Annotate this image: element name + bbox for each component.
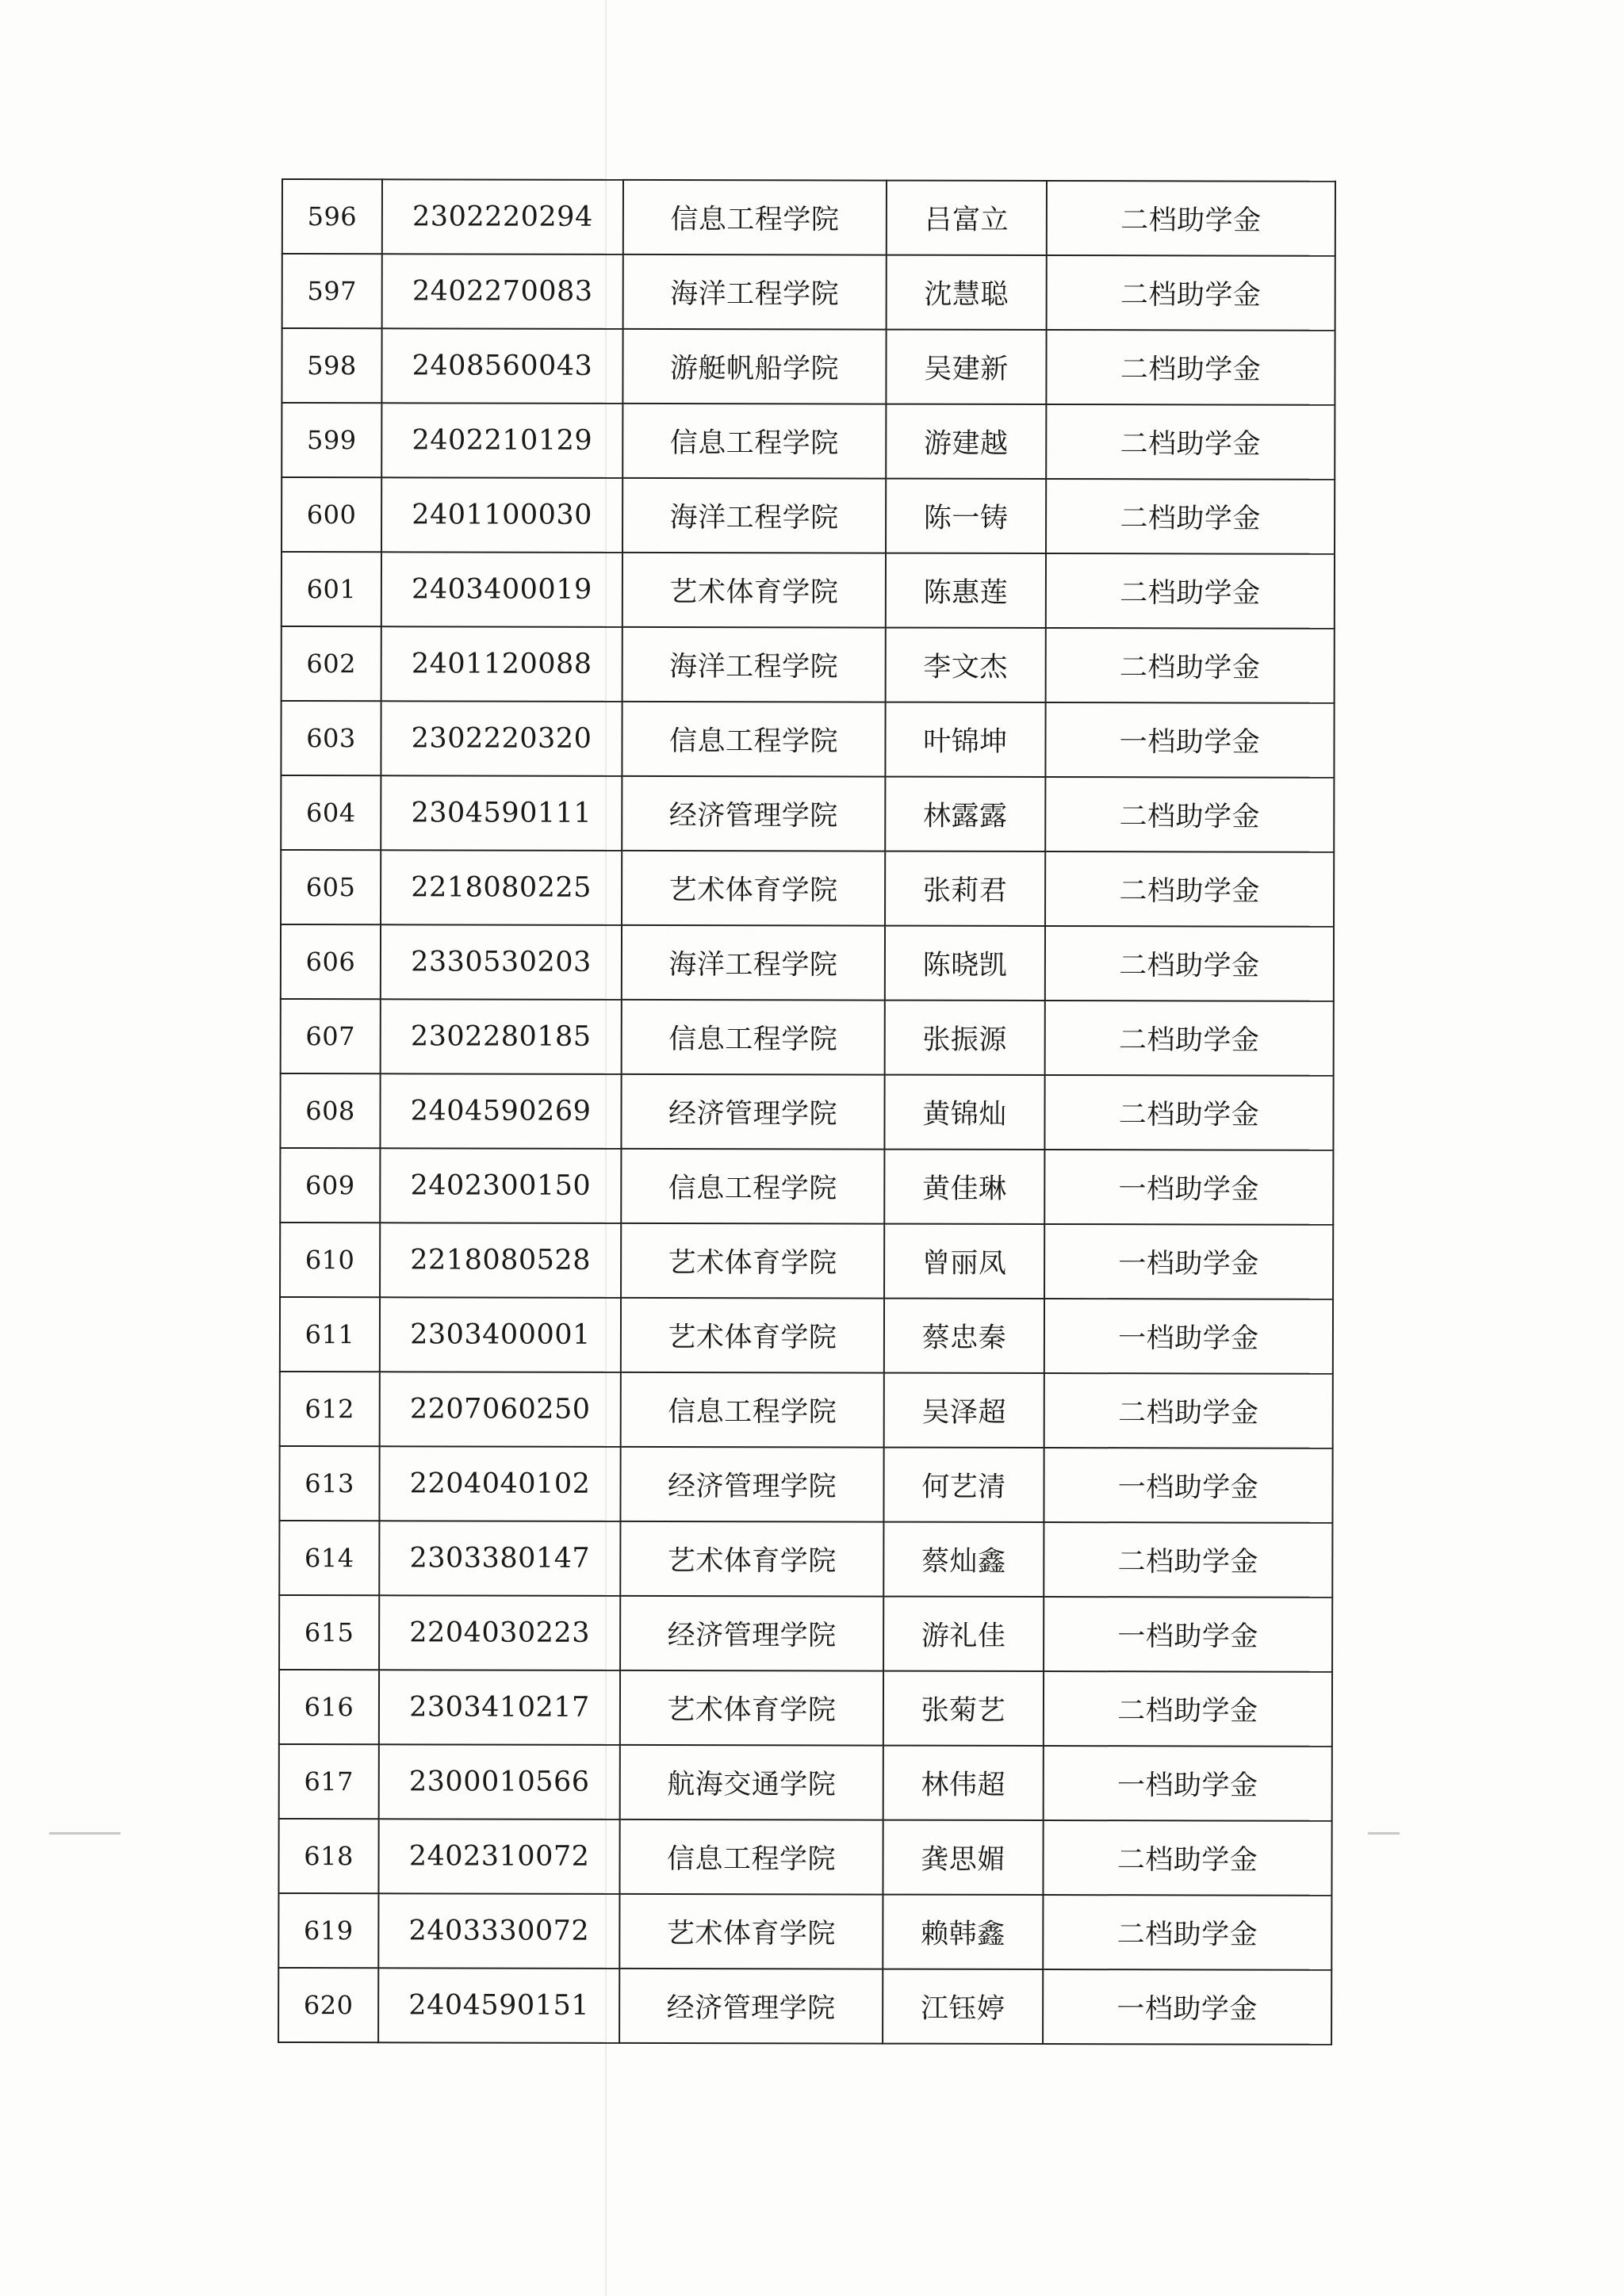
grant-level-cell: 一档助学金 [1044, 1299, 1333, 1374]
row-number-cell: 608 [280, 1073, 380, 1148]
row-number-cell: 599 [282, 403, 381, 477]
student-name-cell: 林伟超 [883, 1746, 1044, 1820]
college-cell: 经济管理学院 [622, 776, 885, 851]
student-id-cell: 2403400019 [381, 552, 622, 627]
student-name-cell: 陈惠莲 [886, 553, 1046, 628]
college-cell: 信息工程学院 [621, 1149, 884, 1224]
college-cell: 信息工程学院 [622, 702, 885, 777]
student-name-cell: 蔡忠秦 [884, 1299, 1044, 1373]
grant-level-cell: 二档助学金 [1043, 1895, 1331, 1970]
table-row [278, 1819, 1331, 1896]
grant-level-cell: 二档助学金 [1044, 1373, 1333, 1448]
row-number-cell: 605 [281, 850, 381, 924]
row-number-cell: 613 [279, 1446, 379, 1521]
student-id-cell: 2300010566 [379, 1744, 620, 1820]
row-number-cell: 600 [282, 477, 381, 552]
table-row [280, 1297, 1333, 1374]
grant-level-cell: 一档助学金 [1044, 1597, 1332, 1672]
college-cell: 航海交通学院 [620, 1745, 883, 1820]
table-row [281, 924, 1334, 1001]
student-name-cell: 叶锦坤 [885, 702, 1045, 777]
table-row [278, 1893, 1331, 1970]
student-name-cell: 张振源 [885, 1001, 1045, 1075]
student-id-cell: 2404590151 [378, 1968, 619, 2043]
student-name-cell: 张菊艺 [883, 1671, 1044, 1746]
table-row [282, 477, 1335, 554]
row-number-cell: 619 [278, 1893, 378, 1968]
college-cell: 海洋工程学院 [622, 478, 886, 553]
grant-level-cell: 二档助学金 [1045, 851, 1334, 927]
grant-level-cell: 二档助学金 [1046, 479, 1335, 554]
row-number-cell: 606 [281, 924, 381, 999]
table-row [280, 1148, 1333, 1225]
college-cell: 海洋工程学院 [622, 627, 886, 702]
table-row [282, 179, 1335, 256]
student-name-cell: 黄锦灿 [884, 1075, 1044, 1150]
row-number-cell: 597 [282, 254, 382, 328]
scan-mark-right [1368, 1832, 1400, 1835]
scholarship-roster-table [278, 178, 1336, 2045]
student-id-cell: 2402300150 [380, 1148, 621, 1223]
grant-level-cell: 二档助学金 [1044, 1671, 1332, 1747]
table-row [279, 1446, 1332, 1523]
college-cell: 经济管理学院 [620, 1596, 883, 1671]
grant-level-cell: 一档助学金 [1044, 1224, 1333, 1299]
row-number-cell: 610 [280, 1223, 380, 1297]
college-cell: 信息工程学院 [623, 180, 887, 255]
student-id-cell: 2402310072 [378, 1819, 619, 1894]
table-row [282, 552, 1335, 629]
student-name-cell: 陈晓凯 [885, 926, 1045, 1001]
student-name-cell: 赖韩鑫 [883, 1895, 1043, 1969]
table-row [282, 626, 1335, 703]
college-cell: 经济管理学院 [619, 1969, 883, 2044]
college-cell: 艺术体育学院 [620, 1521, 883, 1597]
table-row [281, 850, 1334, 927]
row-number-cell: 617 [279, 1744, 379, 1819]
row-number-cell: 601 [282, 552, 381, 626]
college-cell: 海洋工程学院 [622, 925, 885, 1001]
row-number-cell: 611 [280, 1297, 380, 1372]
student-id-cell: 2218080225 [381, 850, 622, 925]
student-name-cell: 林露露 [885, 777, 1045, 851]
college-cell: 艺术体育学院 [622, 553, 886, 628]
grant-level-cell: 二档助学金 [1044, 1522, 1332, 1598]
student-id-cell: 2218080528 [380, 1223, 621, 1298]
student-id-cell: 2404590269 [380, 1073, 621, 1149]
table-row [281, 701, 1334, 778]
student-id-cell: 2303400001 [380, 1297, 621, 1372]
grant-level-cell: 一档助学金 [1044, 1448, 1332, 1523]
row-number-cell: 609 [280, 1148, 380, 1223]
grant-level-cell: 二档助学金 [1043, 1820, 1331, 1896]
grant-level-cell: 二档助学金 [1046, 330, 1335, 405]
row-number-cell: 604 [281, 775, 381, 850]
row-number-cell: 602 [282, 626, 381, 701]
grant-level-cell: 二档助学金 [1045, 926, 1334, 1001]
row-number-cell: 596 [282, 179, 382, 254]
table-row [281, 775, 1334, 852]
student-id-cell: 2303410217 [379, 1670, 620, 1745]
student-id-cell: 2403330072 [378, 1893, 619, 1969]
table-row [279, 1670, 1332, 1747]
table-row [279, 1744, 1332, 1821]
row-number-cell: 614 [279, 1521, 379, 1595]
grant-level-cell: 二档助学金 [1047, 255, 1335, 331]
row-number-cell: 603 [281, 701, 381, 775]
student-id-cell: 2402210129 [381, 403, 622, 478]
student-id-cell: 2302280185 [381, 999, 622, 1074]
grant-level-cell: 二档助学金 [1045, 777, 1334, 852]
student-name-cell: 曾丽凤 [884, 1224, 1044, 1299]
student-name-cell: 蔡灿鑫 [883, 1522, 1044, 1597]
row-number-cell: 607 [281, 999, 381, 1073]
student-name-cell: 张莉君 [885, 851, 1045, 926]
table-row [282, 254, 1335, 331]
student-id-cell: 2330530203 [381, 924, 622, 1000]
college-cell: 艺术体育学院 [619, 1894, 883, 1969]
grant-level-cell: 一档助学金 [1044, 1150, 1333, 1225]
student-name-cell: 游礼佳 [883, 1597, 1044, 1671]
student-id-cell: 2204030223 [379, 1595, 620, 1670]
college-cell: 经济管理学院 [620, 1447, 883, 1522]
student-name-cell: 龚思媚 [883, 1820, 1043, 1895]
student-id-cell: 2401120088 [381, 626, 622, 702]
grant-level-cell: 二档助学金 [1047, 181, 1335, 256]
student-id-cell: 2402270083 [382, 254, 623, 329]
student-name-cell: 江钰婷 [883, 1969, 1043, 2044]
grant-level-cell: 一档助学金 [1043, 1969, 1331, 2045]
table-row [279, 1595, 1332, 1672]
table-row [280, 1223, 1333, 1299]
college-cell: 信息工程学院 [622, 1000, 885, 1075]
grant-level-cell: 一档助学金 [1045, 702, 1334, 778]
table-row [280, 1372, 1333, 1448]
college-cell: 艺术体育学院 [620, 1670, 883, 1746]
student-name-cell: 何艺清 [883, 1448, 1044, 1522]
student-id-cell: 2207060250 [380, 1372, 621, 1447]
student-name-cell: 李文杰 [886, 628, 1046, 702]
row-number-cell: 615 [279, 1595, 379, 1670]
grant-level-cell: 二档助学金 [1044, 1075, 1333, 1150]
college-cell: 艺术体育学院 [621, 1223, 884, 1299]
row-number-cell: 612 [280, 1372, 380, 1446]
college-cell: 艺术体育学院 [621, 1298, 884, 1373]
grant-level-cell: 二档助学金 [1046, 628, 1335, 703]
student-name-cell: 吴建新 [886, 330, 1046, 404]
student-id-cell: 2302220294 [382, 179, 623, 254]
student-id-cell: 2302220320 [381, 701, 622, 776]
student-name-cell: 沈慧聪 [887, 255, 1047, 330]
table-row [279, 1521, 1332, 1598]
student-name-cell: 陈一铸 [886, 479, 1046, 553]
grant-level-cell: 二档助学金 [1045, 1001, 1334, 1076]
roster-table-body [278, 179, 1335, 2045]
grant-level-cell: 一档助学金 [1044, 1746, 1332, 1821]
table-row [280, 1073, 1333, 1150]
row-number-cell: 616 [279, 1670, 379, 1744]
student-name-cell: 吕富立 [887, 181, 1047, 255]
student-id-cell: 2401100030 [381, 477, 622, 553]
table-row [281, 999, 1334, 1076]
grant-level-cell: 二档助学金 [1046, 404, 1335, 480]
student-id-cell: 2303380147 [379, 1521, 620, 1596]
scan-mark-left [49, 1832, 121, 1835]
college-cell: 游艇帆船学院 [622, 329, 886, 404]
table-row [278, 1968, 1331, 2045]
table-row [282, 403, 1335, 480]
row-number-cell: 620 [278, 1968, 378, 2042]
college-cell: 信息工程学院 [619, 1820, 883, 1895]
table-row [282, 328, 1335, 405]
student-name-cell: 黄佳琳 [884, 1150, 1044, 1224]
row-number-cell: 618 [278, 1819, 378, 1893]
college-cell: 经济管理学院 [621, 1074, 884, 1150]
college-cell: 信息工程学院 [621, 1372, 884, 1448]
student-id-cell: 2408560043 [381, 328, 622, 404]
row-number-cell: 598 [282, 328, 381, 403]
college-cell: 艺术体育学院 [622, 851, 885, 926]
college-cell: 海洋工程学院 [623, 254, 887, 330]
student-name-cell: 游建越 [886, 404, 1046, 479]
student-id-cell: 2304590111 [381, 775, 622, 851]
grant-level-cell: 二档助学金 [1046, 553, 1335, 629]
student-id-cell: 2204040102 [379, 1446, 620, 1521]
college-cell: 信息工程学院 [622, 404, 886, 479]
student-name-cell: 吴泽超 [884, 1373, 1044, 1448]
